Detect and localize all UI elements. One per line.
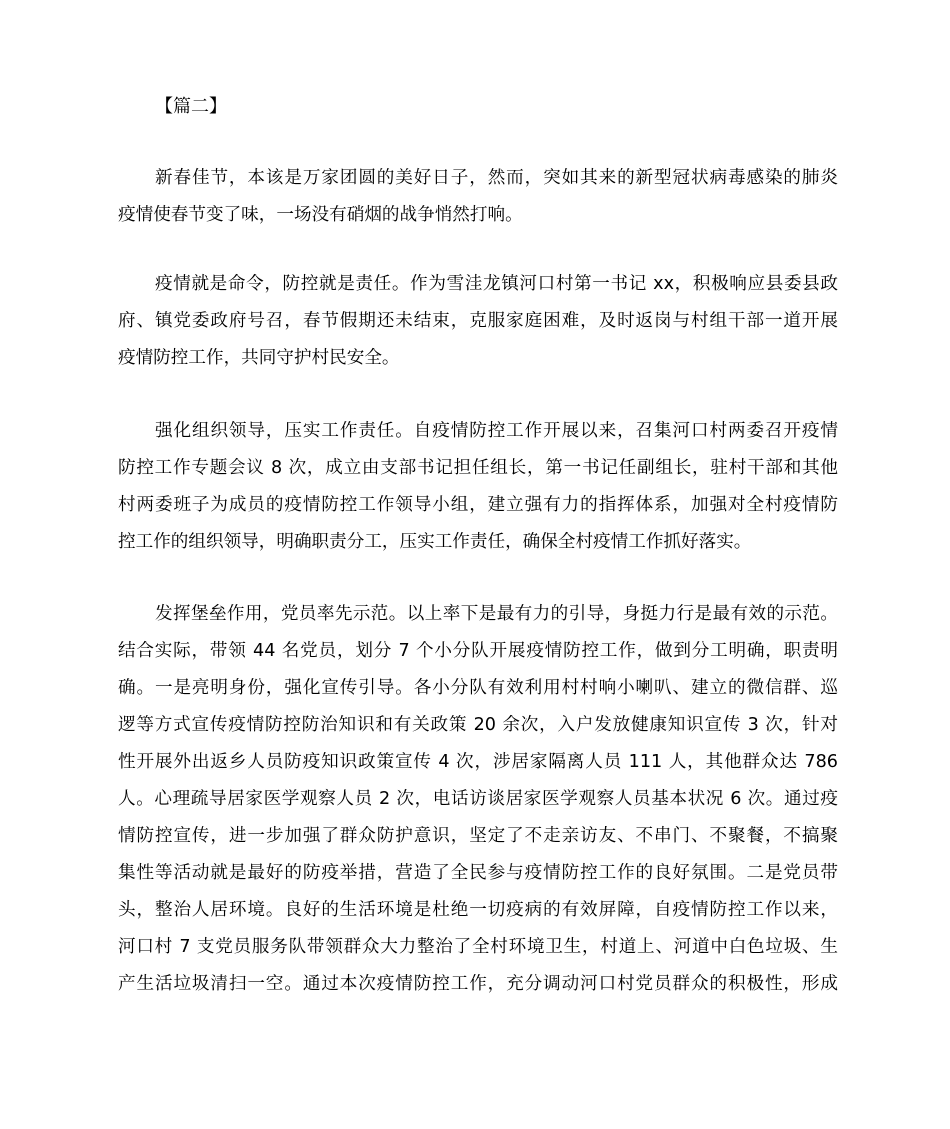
section-heading: 【篇二】 [155,96,227,117]
paragraph-line: 河口村 7 支党员服务队带领群众大力整治了全村环境卫生，村道上、河道中白色垃圾、生 [118,937,838,957]
paragraph-line: 产生活垃圾清扫一空。通过本次疫情防控工作，充分调动河口村党员群众的积极性，形成 [118,974,838,994]
paragraph-line: 村两委班子为成员的疫情防控工作领导小组，建立强有力的指挥体系，加强对全村疫情防 [118,495,838,515]
paragraph-line: 结合实际，带领 44 名党员，划分 7 个小分队开展疫情防控工作，做到分工明确，职责明 [118,641,838,661]
paragraph-line: 疫情防控工作，共同守护村民安全。 [118,348,400,368]
paragraph-line: 强化组织领导，压实工作责任。自疫情防控工作开展以来，召集河口村两委召开疫情 [155,421,838,441]
paragraph-line: 情防控宣传，进一步加强了群众防护意识，坚定了不走亲访友、不串门、不聚餐，不搞聚 [118,826,838,846]
paragraph-line: 人。心理疏导居家医学观察人员 2 次，电话访谈居家医学观察人员基本状况 6 次。通过疫 [118,789,838,809]
paragraph-line: 控工作的组织领导，明确职责分工，压实工作责任，确保全村疫情工作抓好落实。 [118,532,752,552]
paragraph-3 [118,413,838,561]
paragraph-line: 府、镇党委政府号召，春节假期还未结束，克服家庭困难，及时返岗与村组干部一道开展 [118,311,838,331]
paragraph-2 [118,266,838,377]
paragraph-line: 确。一是亮明身份，强化宣传引导。各小分队有效利用村村响小喇叭、建立的微信群、巡 [118,678,838,698]
paragraph-line: 集性等活动就是最好的防疫举措，营造了全民参与疫情防控工作的良好氛围。二是党员带 [118,863,838,883]
paragraph-line: 疫情使春节变了味，一场没有硝烟的战争悄然打响。 [118,205,523,225]
paragraph-line: 逻等方式宣传疫情防控防治知识和有关政策 20 余次，入户发放健康知识宣传 3 次，针对 [118,715,838,735]
paragraph-4 [118,596,838,1003]
paragraph-line: 性开展外出返乡人员防疫知识政策宣传 4 次，涉居家隔离人员 111 人，其他群众达 786 [118,752,838,772]
paragraph-line: 头，整治人居环境。良好的生活环境是杜绝一切疫病的有效屏障，自疫情防控工作以来， [118,900,838,920]
paragraph-line: 疫情就是命令，防控就是责任。作为雪洼龙镇河口村第一书记 xx，积极响应县委县政 [155,274,838,294]
paragraph-line: 新春佳节，本该是万家团圆的美好日子，然而，突如其来的新型冠状病毒感染的肺炎 [155,168,838,188]
paragraph-line: 防控工作专题会议 8 次，成立由支部书记担任组长，第一书记任副组长，驻村干部和其他 [118,458,838,478]
paragraph-1 [118,160,838,234]
paragraph-line: 发挥堡垒作用，党员率先示范。以上率下是最有力的引导，身挺力行是最有效的示范。 [155,604,838,624]
